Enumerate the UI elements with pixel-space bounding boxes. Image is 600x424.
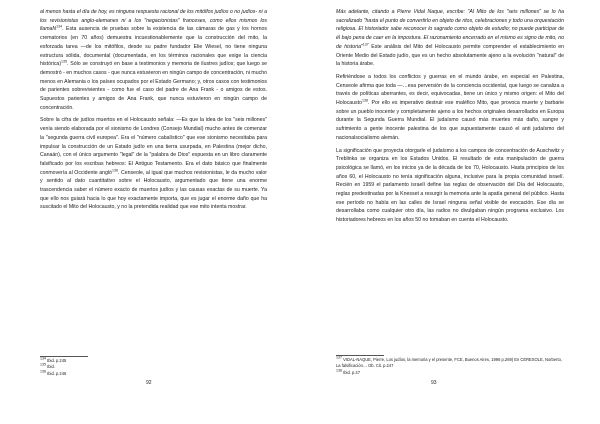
paragraph xyxy=(336,73,564,143)
text-run: Refiriéndose a todos los conflictos y guerras en el mundo árabe, en especial en Palestina, Censeole afirma que toda —…esa perversión de la conciencia occidental, que luego se canaliza a través de políticas aberrantes, es decir, equivocadas, tiene un único y mismo origen: el Mito del Holocausto xyxy=(336,73,564,107)
paragraph xyxy=(40,116,267,212)
text-run: Sobre la cifra de judíos muertos en el Holocausto señala: —Es que la idea de los "seis millones" venía siendo elaborada por el sionismo de Londres (Consejo Mundial) mucho antes de comenzar la "segunda guerra civil europea". Era el "número cabalístico" que ese sionismo necesitaba para impulsar la construcción de un Estado judío en una tierra usurpada, en Palestina (mejor dicho, Canaán), con el único argumento "legal" de la "palabra de Dios" expuesta en un libro claramente falsificado por los escribas hebreos: El Antiguo Testamento. Era el dato básico que finalmente conmovería al Occidente angló xyxy=(40,117,267,176)
footnotes xyxy=(336,357,564,376)
text-run: . Por ello es imperativo destruir ese maléfico Mito, que provoca muerte y barbarie sobre un pueblo inocente y completamente ajeno a los hechos originales desarrollados en Europa durante la Segunda Guerra Mundial. El judaísmo causó más muertes más daño, sangre y sufrimiento a gente inocente palestina de los que supuestamente causó el anti judaísmo del nacionalsocialismo alemán. xyxy=(336,100,564,141)
text-run: Más adelante, citando a Pierre Vidal Naque, escribe: "Al Mito de los "seis millones" se lo ha sacralizado "hasta el punto de convertirlo en objeto de ritos, celebraciones y todo una orquestación religiosa. El historiador sabe reconocer lo sagrado como objeto de estudio; no puede participar de él bajo pena de caer en la impostura. El razonamiento encerrado en el mismo es signo de mito, no de historia" xyxy=(336,9,564,50)
footnote-text: Ibid. p.47 xyxy=(343,369,360,375)
footnote-text: Ibid. p.246 xyxy=(47,370,67,376)
text-run: . Sólo se construyó en base a testimonios y memoria de ilustres judíos; que luego se demostró - en muchos casos - que nunca estuvieron en ningún campo de concentración, ni mucho menos en Alemania o los países ocupados por el Estado Germano; y, otros casos con testimonios de parientes sobrevivientes - como fue el caso del padre de Ana Frank - o amigos de estos. Supuestos parientes y amigos de Ana Frank, que nunca estuvieron en ningún campo de concentración. xyxy=(40,61,267,111)
footnote-text: VIDAL-NAQUE, Pierre, Los judíos, la memoria y el presente, FCE, Buenos Aires, 1996 p.269) En CERESOLE, Norberto, La falsificación… Ob. Cit. p.247 xyxy=(336,357,563,369)
page-number: 92 xyxy=(146,380,152,386)
paragraph xyxy=(336,8,564,69)
footnote xyxy=(40,371,240,377)
paragraph xyxy=(40,8,267,112)
text-run: Este análisis del Mito del Holocausto permite comprender el establecimiento en Oriente Medio del Estado judío, que es un hecho absolutamente ajeno a la evolución "natural" de la historia árabe. xyxy=(336,43,564,68)
footnote-number: 135 xyxy=(40,362,46,367)
footnote-text: Ibid. p.245 xyxy=(47,358,67,363)
right-page xyxy=(300,0,600,424)
text-run: . Censeole, al igual que muchos revisionistas, le da mucho valor y sentido al dato cuantitativo sobre el Holocausto, argumentado que tiene una enorme trascendencia saber el número exacto de muertos judíos y las causas exactas de su muerte. Ya que ello nos guiará hacia lo que hoy exactamente importa, que es jugar el enorme daño que ha suscitado el Mito del Holocausto, y no la pretendida realidad que ese mito intenta mostrar. xyxy=(40,169,268,211)
footnote-divider xyxy=(336,355,384,356)
footnote-ref: 135 xyxy=(61,59,68,64)
text-run: . Esta ausencia de pruebas sobre la existencia de las cámaras de gas y los hornos crematorios (en 70 años) demuestra incuestionablemente que la construcción del mito, la esforzada tarea —de los mitófilos, desde su padre fundador Elie Wiesel, no tiene ninguna estructura sólida, documental (documentada, en los términos racionales que exige la ciencia histórica) xyxy=(40,26,267,68)
page-number: 93 xyxy=(431,380,437,386)
footnote xyxy=(336,370,564,376)
footnote-ref: 137 xyxy=(362,42,369,47)
paragraph: La significación que proyecta otorgarle el judaísmo a los campos de concentración de Auschwitz y Treblinka se organiza en los Estados Unidos. El resultado de esta manipulación de guerra psicológica se llamó, en los inicios ya de la década de los 70, Holocausto. Hasta principios de los años 60, el Holocausto no tenía significación alguna, inclusive para la propia comunidad israelí. Recién en 1959 el parlamento israelí define las reglas de observación del Día del Holocausto, reglas predestinadas por la Knesset a resurgir la memoria ante la apatía general del público. Hasta ese período no había en las calles de Israel ninguna señal visible de evocación. Ese día se desarrollaba como cualquier otro día, las radios no divulgaban ningún programa exclusivo. Los historiadores hebreos en los años 50 no tomaban en cuenta el Holocausto. xyxy=(336,147,564,224)
left-page-body xyxy=(40,8,267,216)
footnote-text: Ibid. xyxy=(47,364,55,370)
right-page-body xyxy=(336,8,564,229)
footnote-number: 136 xyxy=(40,369,46,374)
footnote-ref: 138 xyxy=(361,98,368,103)
footnote-divider xyxy=(40,356,88,357)
footnote-number: 134 xyxy=(40,356,46,361)
footnote-number: 138 xyxy=(336,368,342,373)
footnote-ref: 136 xyxy=(111,167,118,172)
footnotes xyxy=(40,358,240,377)
footnote-number: 137 xyxy=(336,355,342,360)
text-run: al menos hasta el día de hoy, es ninguna respuesta racional de los mitólfos judíos o no judíos- ni a los revisionistas anglo-alemanes ni a los "negacionistas" franceses, como ellos mismos los llamaN xyxy=(40,9,267,33)
footnote-ref: 134 xyxy=(56,24,63,29)
